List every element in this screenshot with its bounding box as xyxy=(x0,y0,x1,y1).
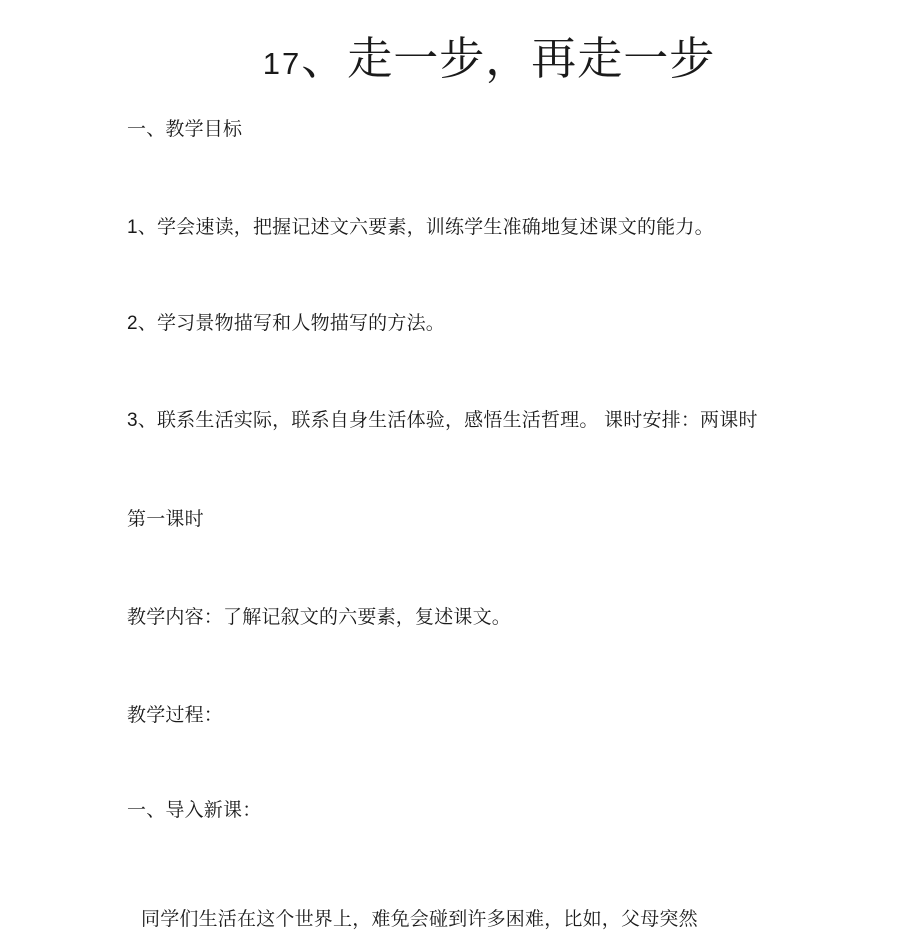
heading-first-class-period: 第一课时 xyxy=(127,509,204,530)
goal-item-1: 1、学会速读，把握记述文六要素，训练学生准确地复述课文的能力。 xyxy=(127,217,714,238)
intro-paragraph-line: 同学们生活在这个世界上，难免会碰到许多困难，比如，父母突然 xyxy=(141,909,698,930)
title-text: 走一步，再走一步 xyxy=(347,33,716,85)
teaching-content-line: 教学内容：了解记叙文的六要素，复述课文。 xyxy=(127,607,512,628)
teaching-process-line: 教学过程： xyxy=(127,705,224,726)
goal-item-2: 2、学习景物描写和人物描写的方法。 xyxy=(127,313,445,334)
section-heading-lesson-intro: 一、导入新课： xyxy=(127,800,262,821)
section-heading-teaching-goals: 一、教学目标 xyxy=(127,119,243,140)
title-separator: 、 xyxy=(301,33,348,85)
goal-item-3-and-schedule: 3、联系生活实际，联系自身生活体验，感悟生活哲理。 课时安排：两课时 xyxy=(127,410,758,431)
document-title xyxy=(0,30,920,93)
title-lesson-number: 17 xyxy=(262,46,302,82)
